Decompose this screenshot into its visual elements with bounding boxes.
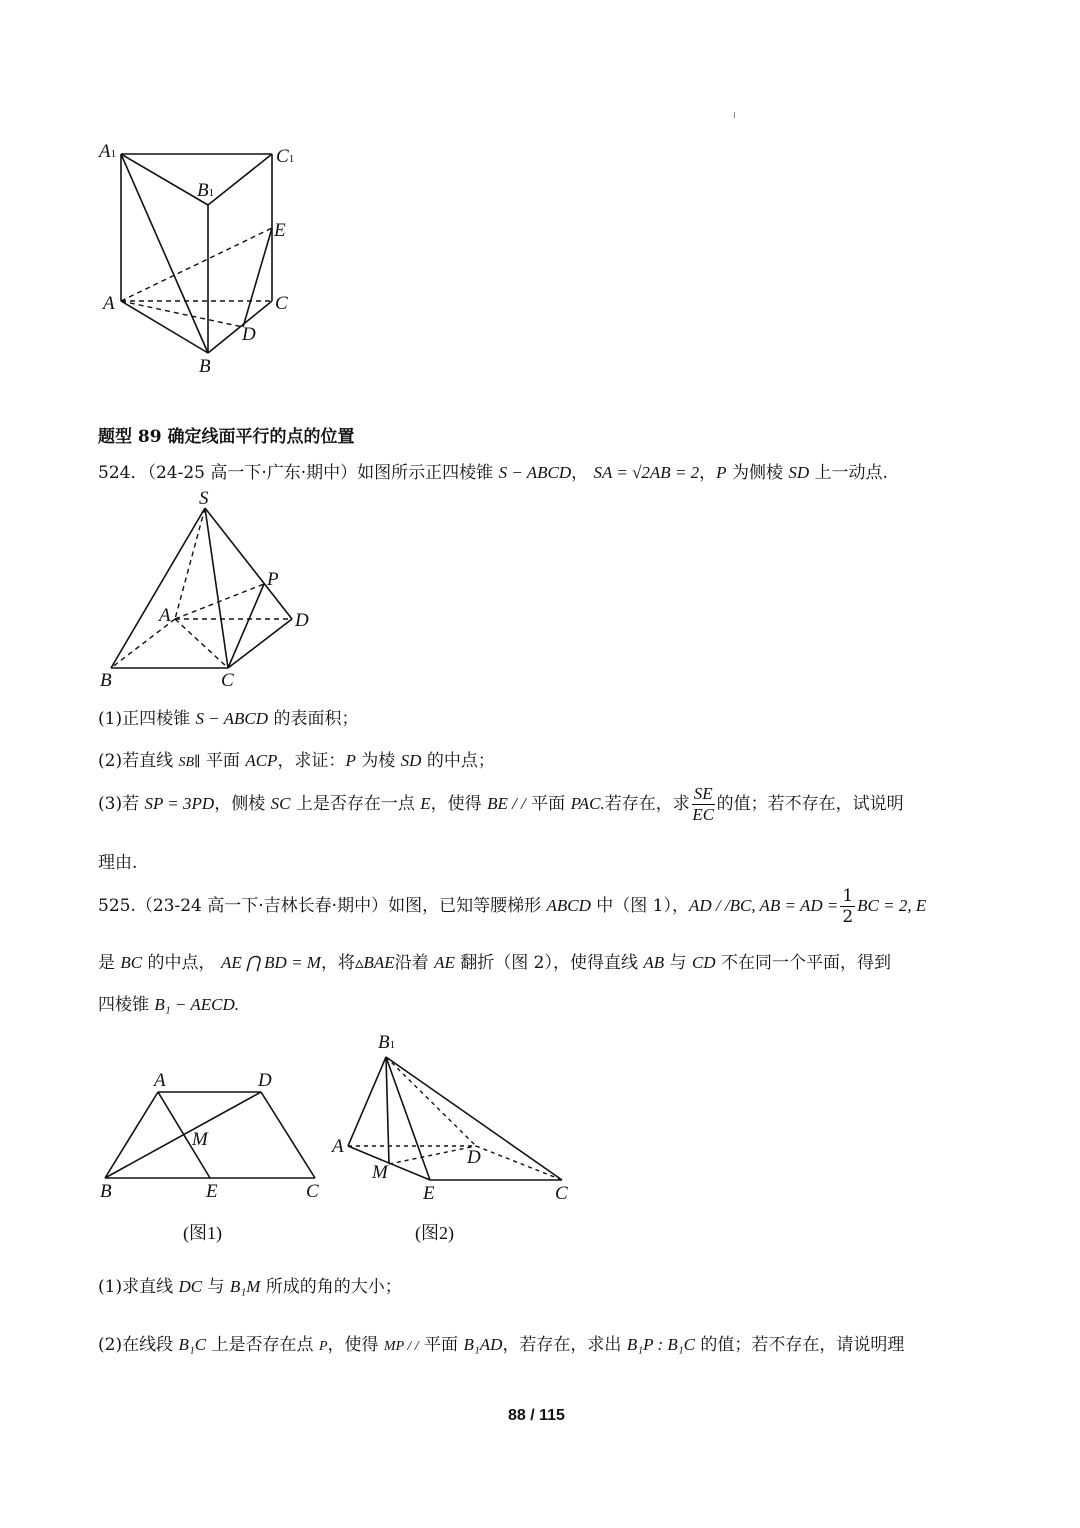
- label-A: A: [332, 1136, 344, 1157]
- q525-part1: (1)求直线 DC 与 B₁M 所成的角的大小；: [98, 1277, 402, 1297]
- edge-S-A-dashed: [175, 508, 205, 619]
- q524-part1: (1)正四棱锥 S − ABCD 的表面积；: [98, 709, 359, 729]
- label-A: A: [159, 605, 171, 626]
- label-E: E: [206, 1181, 218, 1202]
- caption-fig1: (图1): [183, 1223, 222, 1243]
- label-E: E: [274, 220, 286, 241]
- edge-A-C-dashed: [175, 619, 228, 668]
- edge-C1-B1: [208, 154, 272, 205]
- label-A: A: [154, 1070, 166, 1091]
- q525-line3: 四棱锥 B₁ − AECD.: [98, 995, 239, 1015]
- folded-figure: [330, 1028, 580, 1253]
- q524-part2: (2)若直线 SB∥ 平面 ACP，求证：P 为棱 SD 的中点；: [98, 751, 495, 771]
- q524-part3-cont: 理由.: [98, 853, 138, 873]
- edge-A-B: [105, 1092, 158, 1178]
- q525-intro: 525.（23-24 高一下·吉林长春·期中）如图，已知等腰梯形 ABCD 中（图 1），AD / /BC, AB = AD = $\frac{1}{2}$ BC = 2, E: [98, 886, 927, 927]
- label-C: C: [221, 670, 234, 691]
- label-B: B: [199, 356, 211, 377]
- label-P: P: [267, 569, 279, 590]
- label-C: C: [555, 1183, 568, 1204]
- label-M: M: [372, 1162, 388, 1183]
- edge-B1-E: [386, 1057, 430, 1180]
- label-A1: A1: [99, 141, 117, 162]
- label-B1: B1: [378, 1032, 396, 1053]
- label-D: D: [467, 1147, 481, 1168]
- label-D: D: [258, 1070, 272, 1091]
- edge-P-C: [228, 584, 264, 668]
- edge-A-D-dashed: [121, 301, 243, 327]
- label-D: D: [242, 324, 256, 345]
- edge-B1-D-dashed: [386, 1057, 476, 1146]
- edge-D-C: [261, 1092, 315, 1178]
- edge-A-B-dashed: [111, 619, 175, 668]
- q524-intro: 524．（24-25 高一下·广东·期中）如图所示正四棱锥 S − ABCD， SA = √2AB = 2，P 为侧棱 SD 上一动点.: [98, 463, 888, 483]
- caption-fig2: (图2): [415, 1223, 454, 1243]
- label-C: C: [306, 1181, 319, 1202]
- edge-D-C-dashed: [476, 1146, 562, 1180]
- edge-A-B: [121, 301, 208, 353]
- page-number: 88 / 115: [508, 1407, 565, 1424]
- q525-part2: (2)在线段 B₁C 上是否存在点 P，使得 MP / / 平面 B₁AD，若存在，求出 B₁P : B₁C 的值；若不存在，请说明理: [98, 1335, 905, 1355]
- edge-B-D: [105, 1092, 261, 1178]
- section-heading: 题型 89 确定线面平行的点的位置: [98, 427, 355, 447]
- label-D: D: [295, 610, 309, 631]
- top-mark: [734, 112, 735, 118]
- edge-B1-M: [386, 1057, 389, 1164]
- edge-B1-A: [348, 1057, 386, 1146]
- prism-figure: [95, 135, 315, 380]
- edge-A1-B1: [121, 154, 208, 205]
- label-E: E: [423, 1183, 435, 1204]
- fraction-SE-EC: $\frac{SE}{EC}$: [692, 784, 715, 824]
- fraction-one-half: $\frac{1}{2}$: [842, 886, 854, 927]
- label-B1: B1: [197, 180, 215, 201]
- edge-A1-B: [121, 154, 208, 353]
- label-B: B: [100, 670, 112, 691]
- label-M: M: [192, 1129, 208, 1150]
- label-B: B: [100, 1181, 112, 1202]
- label-C: C: [275, 293, 288, 314]
- q524-part3: (3)若 SP = 3PD，侧棱 SC 上是否存在一点 E，使得 BE / / 平面 PAC.若存在，求 $\frac{SE}{EC}$ 的值；若不存在，试说明: [98, 784, 904, 824]
- edge-A-E-dashed: [121, 228, 272, 301]
- label-C1: C1: [276, 146, 295, 167]
- edge-C-D: [228, 619, 292, 668]
- label-A: A: [103, 293, 115, 314]
- pyramid-figure: [95, 488, 325, 693]
- label-S: S: [199, 488, 209, 509]
- edge-S-B: [111, 508, 205, 668]
- q525-line2: 是 BC 的中点， AE ⋂ BD = M，将▵BAE沿着 AE 翻折（图 2），使得直线 AB 与 CD 不在同一个平面，得到: [98, 953, 891, 973]
- trapezoid-figure: [95, 1065, 335, 1250]
- edge-M-D-dashed: [389, 1146, 476, 1164]
